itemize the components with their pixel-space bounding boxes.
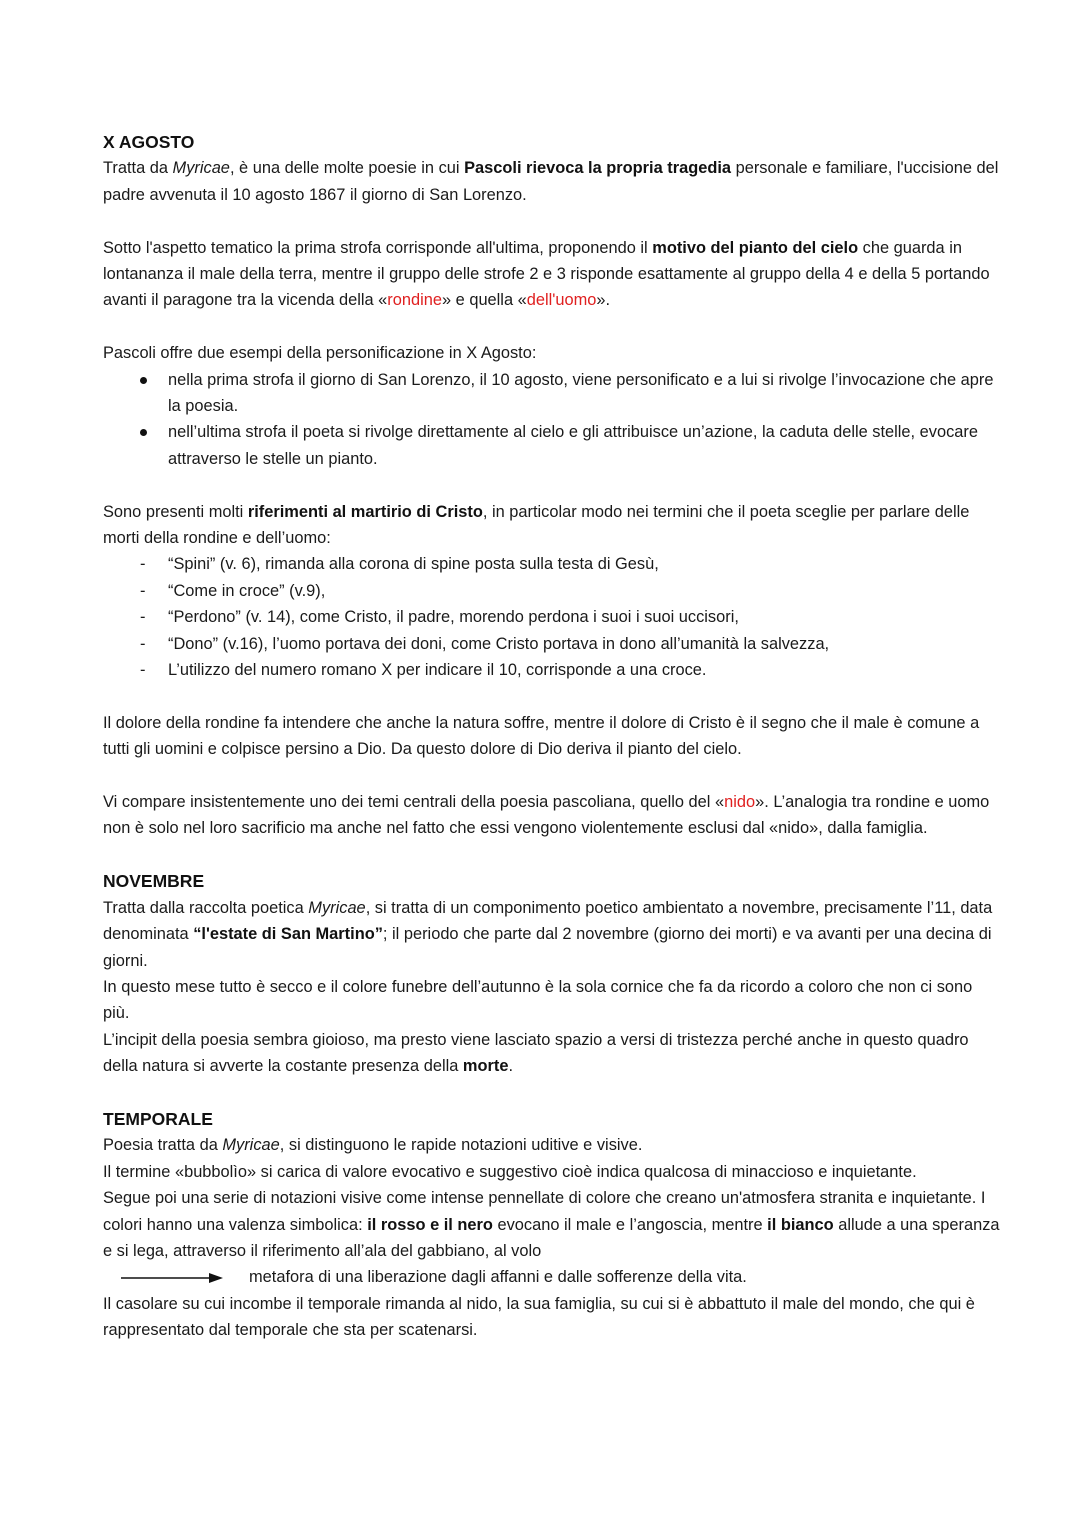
- highlight-text: rondine: [387, 291, 442, 310]
- text: Poesia tratta da: [103, 1136, 223, 1155]
- section-temporale: [103, 1106, 1000, 1344]
- text: ». L’analogia tra rondine e uomo non è solo nel loro sacrificio ma anche nel fatto che essi vengono violentemente esclusi dal «nido», dalla famiglia.: [103, 793, 990, 838]
- paragraph: Pascoli offre due esempi della personificazione in X Agosto:: [103, 344, 537, 363]
- text: personale e familiare, l'uccisione del padre avvenuta il 10 agosto 1867 il giorno di San Lorenzo.: [103, 159, 999, 204]
- text: Sono presenti molti: [103, 502, 248, 521]
- paragraph: Il dolore della rondine fa intendere che anche la natura soffre, mentre il dolore di Cristo è il segno che il male è comune a tutti gli uomini e colpisce persino a Dio. Da questo dolore di Dio deriva il pianto del cielo.: [103, 713, 980, 759]
- paragraph: [103, 789, 1000, 842]
- paragraph: Il casolare su cui incombe il temporale rimanda al nido, la sua famiglia, su cui si è abbattuto il male del mondo, che qui è rappresentato dal temporale che sta per scatenarsi.: [103, 1294, 975, 1340]
- list-item: - “Spini” (v. 6), rimanda alla corona di spine posta sulla testa di Gesù,: [103, 551, 1000, 577]
- bold-text: riferimenti al martirio di Cristo: [247, 502, 483, 521]
- text: Tratta dalla raccolta poetica: [103, 898, 309, 917]
- text: , in particolar modo nei termini che il poeta sceglie per parlare delle morti della rondine e dell’uomo:: [103, 502, 970, 548]
- text: allude a una speranza e si lega, attraverso il riferimento all’ala del gabbiano, al volo: [103, 1215, 1000, 1260]
- paragraph: In questo mese tutto è secco e il colore funebre dell’autunno è la sola cornice che fa da ricordo a coloro che non ci sono più.: [103, 977, 973, 1023]
- list-item: - “Come in croce” (v.9),: [103, 578, 1000, 604]
- bullet-list: [103, 367, 1000, 473]
- bold-text: motivo del pianto del cielo: [652, 238, 859, 257]
- arrow-right-icon: [121, 1272, 223, 1284]
- highlight-text: dell'uomo: [526, 291, 597, 310]
- text: Segue poi una serie di notazioni visive come intense pennellate di colore che creano un'atmosfera stranita e inquietante. I colori hanno una valenza simbolica:: [103, 1189, 986, 1234]
- text: » e quella «: [441, 291, 527, 310]
- bold-text: il bianco: [767, 1215, 834, 1234]
- list-item: - “Perdono” (v. 14), come Cristo, il padre, morendo perdona i suoi i suoi uccisori,: [103, 604, 1000, 630]
- arrow-line: [103, 1264, 1000, 1290]
- text: che guarda in lontananza il male della terra, mentre il gruppo delle strofe 2 e 3 risponde esattamente al gruppo della 4 e della 5 portando avanti il paragone tra la vicenda della «: [103, 238, 990, 310]
- paragraph: [103, 235, 1000, 314]
- italic-title: Myricae: [308, 898, 366, 917]
- text: .: [508, 1057, 514, 1076]
- section-title-temporale: TEMPORALE: [103, 1108, 213, 1129]
- section-title-x-agosto: X AGOSTO: [103, 132, 195, 152]
- paragraph: [103, 155, 1000, 208]
- bold-text: “l'estate di San Martino”: [193, 925, 383, 944]
- text: ».: [596, 291, 611, 310]
- list-item: nella prima strofa il giorno di San Lorenzo, il 10 agosto, viene personificato e a lui si rivolge l’invocazione che apre la poesia.: [103, 367, 1000, 420]
- bold-text: il rosso e il nero: [367, 1215, 493, 1234]
- text: , si tratta di un componimento poetico ambientato a novembre, precisamente l’11, data denominata: [103, 898, 993, 944]
- section-x-agosto: [103, 129, 1000, 842]
- text: , è una delle molte poesie in cui: [229, 159, 465, 178]
- text: L’incipit della poesia sembra gioioso, ma presto viene lasciato spazio a versi di tristezza perché anche in questo quadro della natura si avverte la costante presenza della: [103, 1030, 969, 1076]
- text: ; il periodo che parte dal 2 novembre (giorno dei morti) e va avanti per una decina di giorni.: [103, 925, 992, 970]
- italic-title: Myricae: [172, 159, 230, 178]
- bold-text: morte: [462, 1057, 509, 1076]
- paragraph: [103, 1132, 1000, 1158]
- paragraph: [103, 499, 1000, 552]
- bold-text: Pascoli rievoca la propria tragedia: [464, 159, 732, 178]
- text: metafora di una liberazione dagli affanni e dalle sofferenze della vita.: [249, 1268, 747, 1287]
- list-item: - L’utilizzo del numero romano X per indicare il 10, corrisponde a una croce.: [103, 657, 1000, 683]
- paragraph: Il termine «bubbolìo» si carica di valore evocativo e suggestivo cioè indica qualcosa di minaccioso e inquietante.: [103, 1162, 917, 1181]
- text: Tratta da: [103, 159, 173, 178]
- highlight-text: nido: [724, 793, 756, 812]
- section-novembre: [103, 868, 1000, 1079]
- text: evocano il male e l’angoscia, mentre: [492, 1215, 768, 1234]
- text: Sotto l'aspetto tematico la prima strofa corrisponde all'ultima, proponendo il: [103, 238, 653, 257]
- list-item: nell’ultima strofa il poeta si rivolge direttamente al cielo e gli attribuisce un’azione, la caduta delle stelle, evocare attraverso le stelle un pianto.: [103, 419, 1000, 472]
- text: Vi compare insistentemente uno dei temi centrali della poesia pascoliana, quello del «: [103, 793, 725, 812]
- italic-title: Myricae: [222, 1136, 280, 1155]
- text: , si distinguono le rapide notazioni uditive e visive.: [279, 1136, 643, 1155]
- dash-list: [103, 551, 1000, 683]
- list-item: - “Dono” (v.16), l’uomo portava dei doni, come Cristo portava in dono all’umanità la salvezza,: [103, 631, 1000, 657]
- paragraph: [103, 1027, 1000, 1080]
- paragraph: [103, 1185, 1000, 1264]
- section-title-novembre: NOVEMBRE: [103, 871, 205, 892]
- paragraph: [103, 895, 1000, 974]
